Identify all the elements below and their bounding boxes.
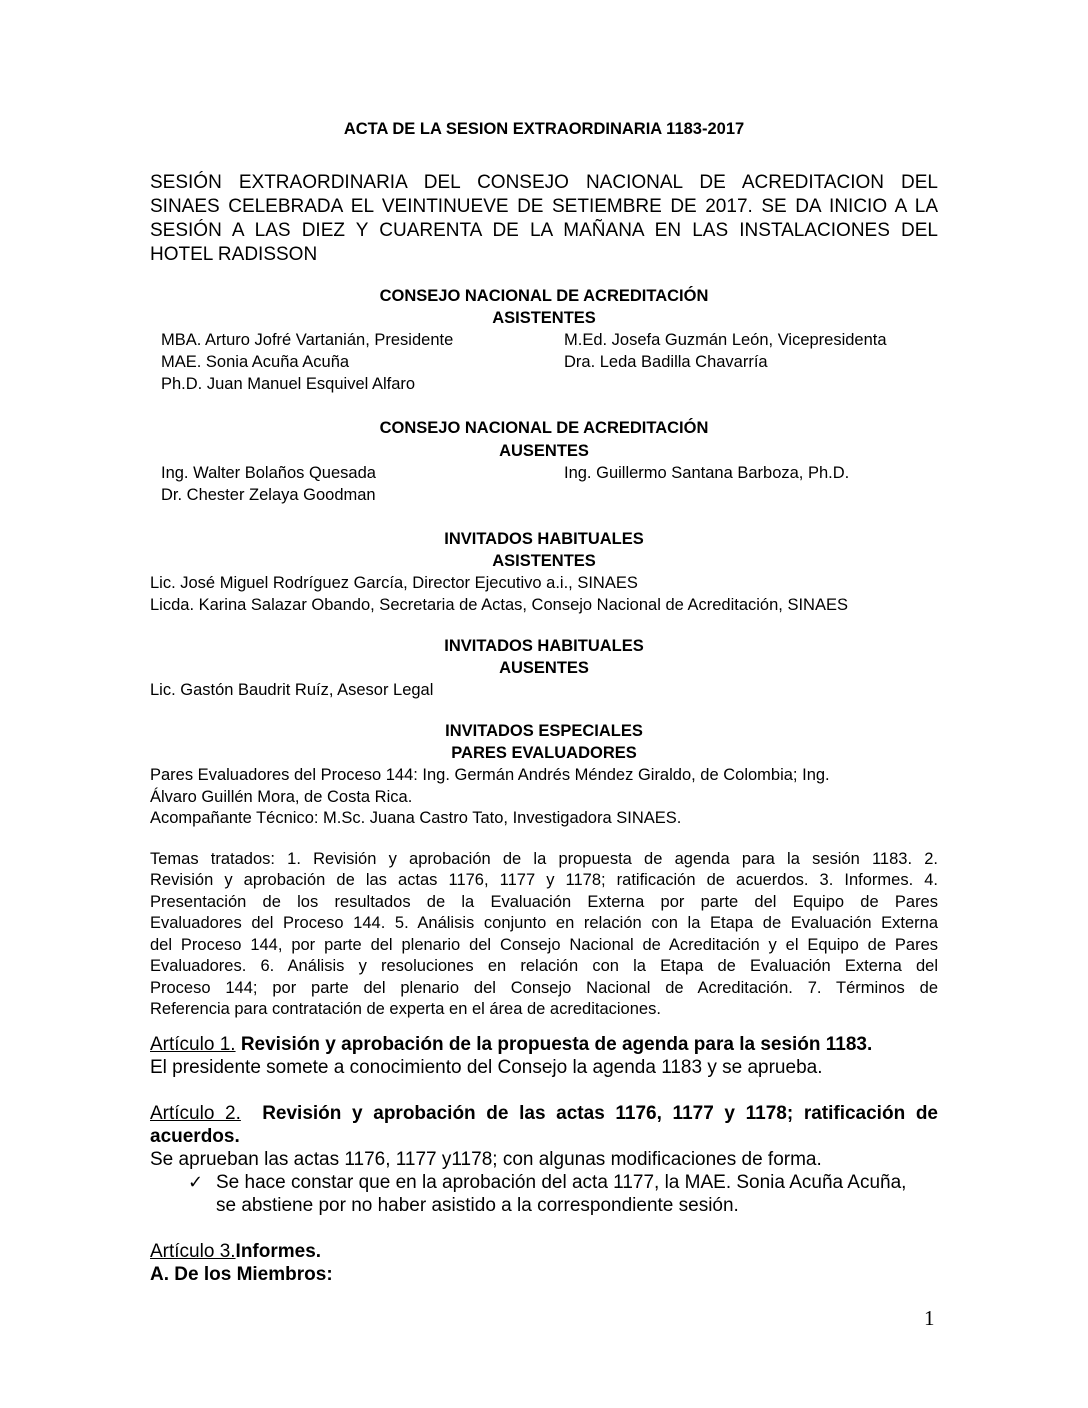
section-subheading-ausentes: AUSENTES (499, 659, 589, 677)
temas-line: Referencia para contratación de experta en el área de acreditaciones. (150, 1000, 661, 1018)
bullet-text: se abstiene por no haber asistido a la correspondiente sesión. (216, 1195, 739, 1216)
temas-line: Evaluadores del Proceso 144. 5. Análisis conjunto en relación con la Etapa de Evaluación Externa (150, 914, 938, 932)
intro-line-4: HOTEL RADISSON (150, 244, 318, 265)
articulo-3-label: Artículo 3. (150, 1241, 236, 1262)
member-name: Ph.D. Juan Manuel Esquivel Alfaro (161, 375, 416, 393)
temas-line: del Proceso 144, por parte del plenario del Consejo Nacional de Acreditación y el Equipo de Pares (150, 936, 938, 954)
section-heading-especiales: INVITADOS ESPECIALES (445, 722, 643, 740)
section-heading-invitados: INVITADOS HABITUALES (444, 530, 644, 548)
section-subheading-asistentes: ASISTENTES (492, 309, 596, 327)
page-number: 1 (924, 1306, 935, 1330)
articulo-1-label: Artículo 1. (150, 1034, 236, 1055)
member-name: Ing. Guillermo Santana Barboza, Ph.D. (564, 464, 850, 482)
section-subheading-pares: PARES EVALUADORES (451, 744, 637, 762)
member-name: Dra. Leda Badilla Chavarría (564, 353, 768, 371)
temas-line: Presentación de los resultados de la Evaluación Externa por parte del Equipo de Pares (150, 893, 938, 911)
member-name: Dr. Chester Zelaya Goodman (161, 486, 376, 504)
member-name: Ing. Walter Bolaños Quesada (161, 464, 376, 482)
guest-line: Acompañante Técnico: M.Sc. Juana Castro Tato, Investigadora SINAES. (150, 809, 682, 827)
temas-line: Revisión y aprobación de las actas 1176, 1177 y 1178; ratificación de acuerdos. 3. Informes. 4. (150, 871, 938, 889)
intro-line-3: SESIÓN A LAS DIEZ Y CUARENTA DE LA MAÑANA EN LAS INSTALACIONES DEL (150, 220, 938, 241)
document-title: ACTA DE LA SESION EXTRAORDINARIA 1183-2017 (343, 120, 745, 138)
guest-line: Licda. Karina Salazar Obando, Secretaria de Actas, Consejo Nacional de Acreditación, SINAES (150, 596, 848, 614)
articulo-2-heading (150, 1103, 938, 1125)
intro-line-2: SINAES CELEBRADA EL VEINTINUEVE DE SETIEMBRE DE 2017. SE DA INICIO A LA (150, 196, 938, 217)
articulo-3-sub: A. De los Miembros: (150, 1264, 333, 1285)
articulo-2-label: Artículo 2. (150, 1103, 241, 1124)
guest-line: Pares Evaluadores del Proceso 144: Ing. Germán Andrés Méndez Giraldo, de Colombia; Ing. (150, 766, 830, 784)
member-name: M.Ed. Josefa Guzmán León, Vicepresidenta (564, 331, 887, 349)
member-name: MBA. Arturo Jofré Vartanián, Presidente (161, 331, 454, 349)
temas-line: Proceso 144; por parte del plenario del Consejo Nacional de Acreditación. 7. Términos de (150, 979, 938, 997)
articulo-2-text: Se aprueban las actas 1176, 1177 y1178; con algunas modificaciones de forma. (150, 1149, 822, 1170)
temas-line: Temas tratados: 1. Revisión y aprobación de la propuesta de agenda para la sesión 1183. 2. (150, 850, 938, 868)
section-heading-consejo: CONSEJO NACIONAL DE ACREDITACIÓN (379, 419, 709, 437)
bullet-text: Se hace constar que en la aprobación del acta 1177, la MAE. Sonia Acuña Acuña, (216, 1172, 907, 1193)
intro-line-1: SESIÓN EXTRAORDINARIA DEL CONSEJO NACIONAL DE ACREDITACION DEL (150, 172, 938, 193)
articulo-1-text: El presidente somete a conocimiento del Consejo la agenda 1183 y se aprueba. (150, 1057, 823, 1078)
member-name: MAE. Sonia Acuña Acuña (161, 353, 350, 371)
section-heading-consejo: CONSEJO NACIONAL DE ACREDITACIÓN (379, 287, 709, 305)
section-subheading-asistentes: ASISTENTES (492, 552, 596, 570)
check-icon: ✓ (188, 1172, 204, 1193)
guest-line: Álvaro Guillén Mora, de Costa Rica. (150, 788, 413, 806)
section-heading-invitados: INVITADOS HABITUALES (444, 637, 644, 655)
section-subheading-ausentes: AUSENTES (499, 442, 589, 460)
articulo-1-title: Revisión y aprobación de la propuesta de agenda para la sesión 1183. (240, 1034, 873, 1055)
articulo-2-title-cont: acuerdos. (150, 1126, 240, 1147)
articulo-3-title: Informes. (235, 1241, 322, 1262)
guest-line: Lic. José Miguel Rodríguez García, Director Ejecutivo a.i., SINAES (150, 574, 638, 592)
temas-line: Evaluadores. 6. Análisis y resoluciones en relación con la Etapa de Evaluación Externa del (150, 957, 938, 975)
articulo-1-heading (150, 1034, 872, 1056)
guest-line: Lic. Gastón Baudrit Ruíz, Asesor Legal (150, 681, 434, 699)
articulo-2-title: Revisión y aprobación de las actas 1176, 1177 y 1178; ratificación de (262, 1103, 938, 1124)
articulo-3-heading (150, 1241, 321, 1263)
